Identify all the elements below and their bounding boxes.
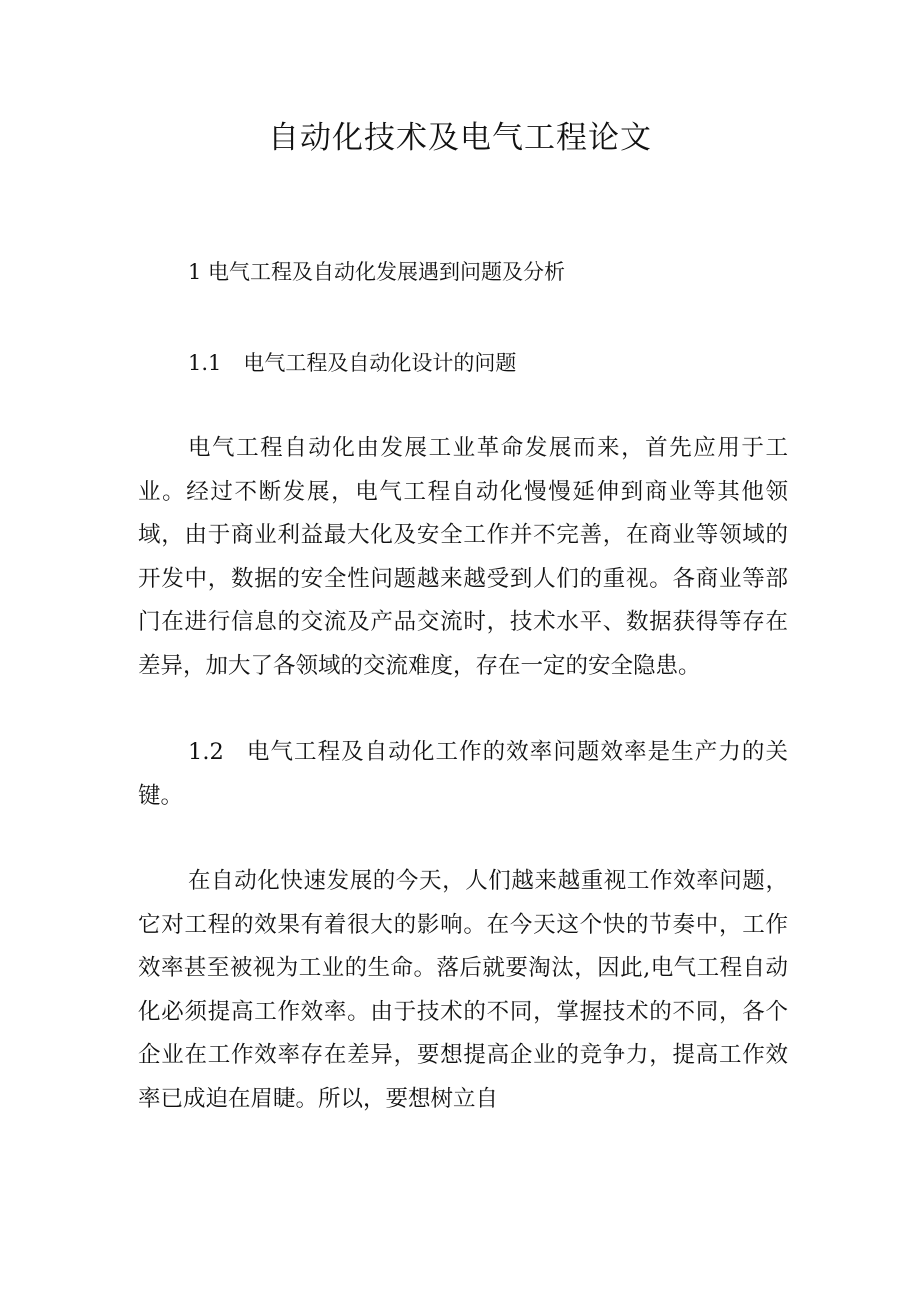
section-title-1-2: 电气工程及自动化工作的效率问题效率是生产力的关键。 [138,739,788,809]
body-paragraph-2: 在自动化快速发展的今天，人们越来越重视工作效率问题，它对工程的效果有着很大的影响。在今天这个快的节奏中，工作效率甚至被视为工业的生命。落后就要淘汰，因此,电气工程自动化必须提高工作效率。由于技术的不同，掌握技术的不同，各个企业在工作效率存在差异，要想提高企业的竞争力，提高工作效率已成迫在眉睫。所以，要想树立自 [138,868,788,1112]
section-heading-1-1 [188,348,516,378]
section-number-1-2: 1.2 [188,739,224,765]
body-paragraph-1: 电气工程自动化由发展工业革命发展而来，首先应用于工业。经过不断发展，电气工程自动化慢慢延伸到商业等其他领域，由于商业利益最大化及安全工作并不完善，在商业等领域的开发中，数据的安全性问题越来越受到人们的重视。各商业等部门在进行信息的交流及产品交流时，技术水平、数据获得等存在差异，加大了各领域的交流难度，存在一定的安全隐患。 [138,435,788,679]
section-heading-1: 1 电气工程及自动化发展遇到问题及分析 [188,260,566,284]
section-heading-1-2 [138,731,788,818]
section-title-1-1: 电气工程及自动化设计的问题 [243,351,517,375]
section-number-1-1: 1.1 [188,351,222,375]
document-title: 自动化技术及电气工程论文 [268,120,652,156]
